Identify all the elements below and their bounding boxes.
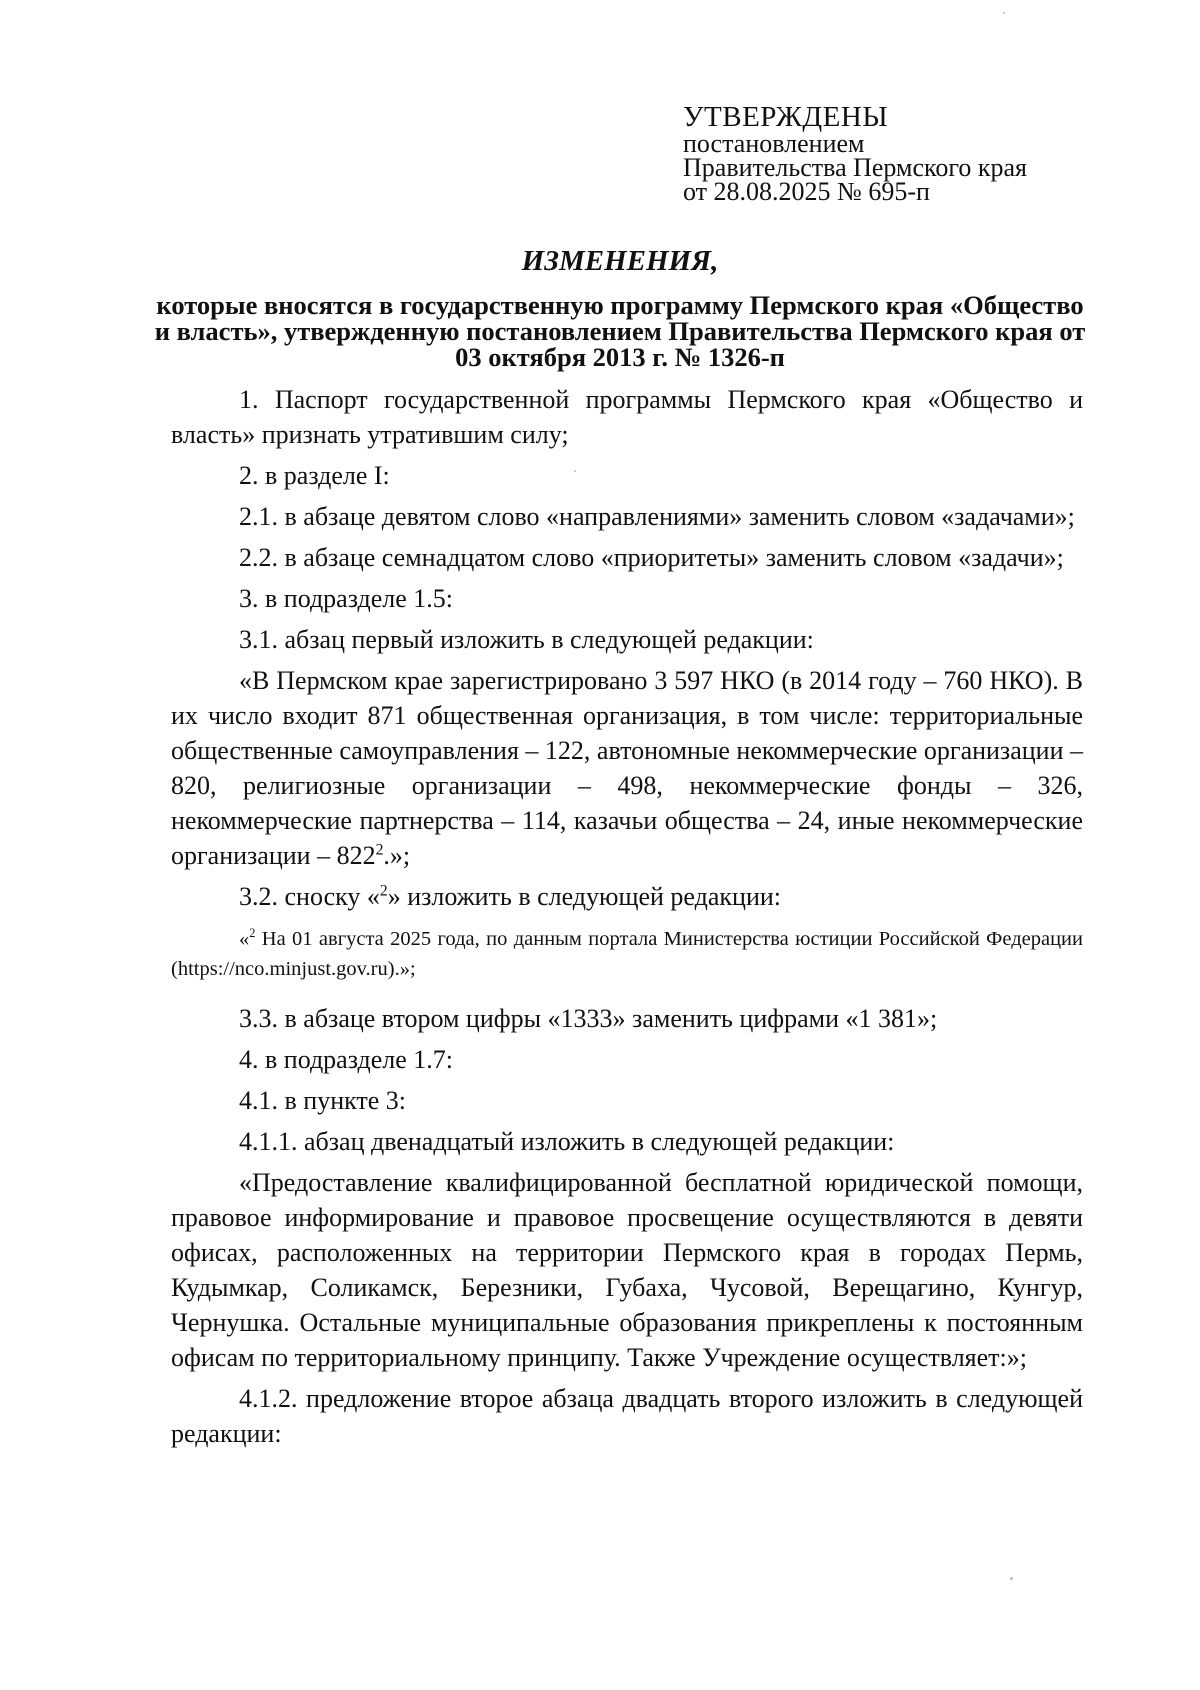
document-title: ИЗМЕНЕНИЯ, [521, 245, 719, 277]
document-body [171, 382, 1083, 1457]
paragraph-2-2: 2.2. в абзаце семнадцатом слово «приоритеты» заменить словом «задачи»; [239, 543, 1064, 572]
scan-speck [1003, 12, 1005, 14]
approval-line-3: от 28.08.2025 № 695-п [683, 177, 930, 206]
footnote-body: На 01 августа 2025 года, по данным портала Министерства юстиции Российской Федерации (https://nco.minjust.gov.ru).»; [171, 928, 1083, 980]
paragraph-2-1: 2.1. в абзаце девятом слово «направлениями» заменить словом «задачами»; [239, 502, 1075, 531]
footnote-text [171, 924, 1083, 984]
document-heading [150, 243, 1090, 370]
approval-line-2: Правительства Пермского края [683, 153, 1027, 182]
approval-stamp [683, 102, 1123, 204]
document-subtitle: которые вносятся в государственную программу Пермского края «Общество и власть», утвержденную постановлением Правительства Пермского края от 03 октября 2013 г. № 1326-п [154, 290, 1086, 372]
paragraph-4: 4. в подразделе 1.7: [239, 1045, 454, 1074]
footnote-instruction-post: » изложить в следующей редакции: [387, 882, 781, 911]
paragraph-4-1-1-text: «Предоставление квалифицированной бесплатной юридической помощи, правовое информирование и правовое просвещение осуществляются в девяти офисах, расположенных на территории Пермского края в городах Пермь, Кудымкар, Соликамск, Березники, Губаха, Чусовой, Верещагино, Кунгур, Чернушка. Остальные муниципальные образования прикреплены к постоянным офисам по территориальному принципу. Также Учреждение осуществляет:»; [171, 1168, 1083, 1372]
paragraph-3: 3. в подразделе 1.5: [239, 584, 454, 613]
nko-statistics-text: «В Пермском крае зарегистрировано 3 597 НКО (в 2014 году – 760 НКО). В их число входит 871 общественная организация, в том числе: территориальные общественные самоуправления – 122, автономные некоммерческие организации – 820, религиозные организации – 498, некоммерческие фонды – 326, некоммерческие партнерства – 114, казачьи общества – 24, иные некоммерческие организации – 822 [171, 666, 1083, 870]
footnote-marker: 2 [375, 841, 384, 859]
paragraph-2: 2. в разделе I: [239, 461, 390, 490]
paragraph-3-1-text [171, 663, 1083, 873]
paragraph-4-1: 4.1. в пункте 3: [239, 1086, 407, 1115]
scan-speck [1010, 1577, 1013, 1580]
footnote-instruction-pre: 3.2. сноску « [239, 882, 380, 911]
nko-statistics-tail: .»; [383, 841, 411, 870]
paragraph-4-1-1: 4.1.1. абзац двенадцатый изложить в следующей редакции: [239, 1127, 895, 1156]
footnote-marker: 2 [379, 882, 388, 900]
paragraph-3-2 [171, 879, 1083, 914]
paragraph-1: 1. Паспорт государственной программы Пермского края «Общество и власть» признать утратившим силу; [171, 385, 1083, 449]
approval-line-1: постановлением [683, 129, 865, 158]
footnote-quote-open: « [239, 928, 250, 950]
footnote-marker: 2 [249, 926, 256, 941]
paragraph-3-1: 3.1. абзац первый изложить в следующей редакции: [239, 625, 814, 654]
paragraph-3-3: 3.3. в абзаце втором цифры «1333» заменить цифрами «1 381»; [239, 1004, 938, 1033]
approval-title: УТВЕРЖДЕНЫ [683, 101, 889, 133]
scan-speck [574, 470, 576, 472]
paragraph-4-1-2: 4.1.2. предложение второе абзаца двадцать второго изложить в следующей редакции: [171, 1384, 1083, 1448]
